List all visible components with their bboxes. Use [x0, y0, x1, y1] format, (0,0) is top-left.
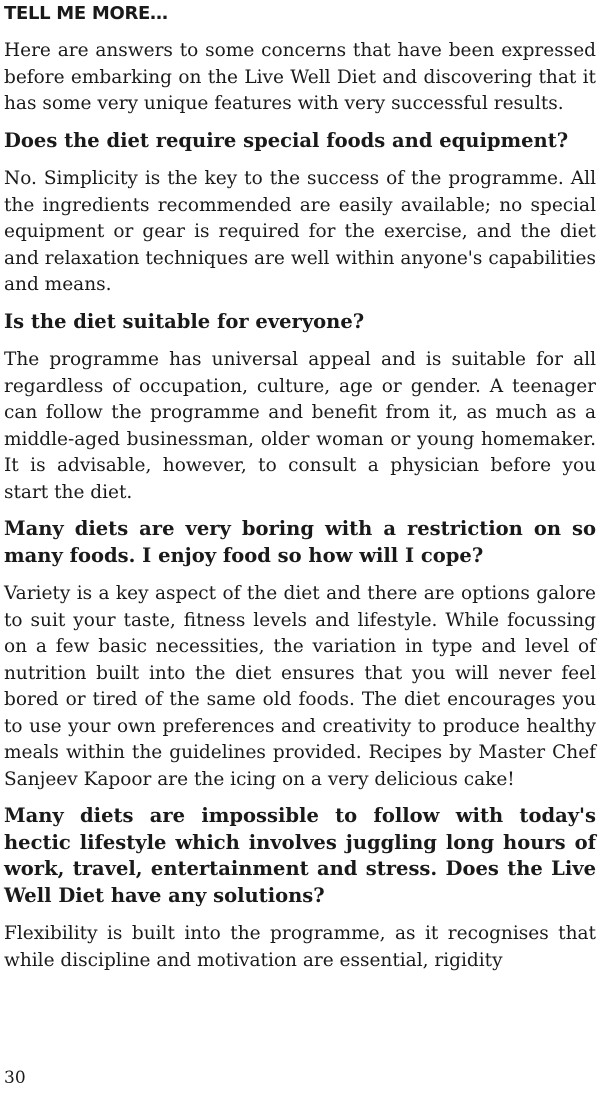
question-4: Many diets are impossible to follow with today's hectic lifestyle which involves juggling long hours of work, travel, entertainment and stress. Does the Live Well Diet have any solutions? [4, 804, 596, 907]
intro-paragraph: Here are answers to some concerns that have been expressed before embarking on the Live Well Diet and discovering that it has some very unique features with very successful results. [4, 40, 596, 114]
answer-4: Flexibility is built into the programme, as it recognises that while discipline and motivation are essential, rigidity [4, 923, 596, 971]
answer-1: No. Simplicity is the key to the success of the programme. All the ingredients recommended are easily available; no special equipment or gear is required for the exercise, and the diet and relaxation techniques are well within anyone's capabilities and means. [4, 168, 596, 295]
page-number: 30 [4, 1068, 26, 1088]
question-3: Many diets are very boring with a restriction on so many foods. I enjoy food so how will I cope? [4, 517, 596, 567]
answer-2: The programme has universal appeal and is suitable for all regardless of occupation, culture, age or gender. A teenager can follow the programme and benefit from it, as much as a middle-aged businessman, older woman or young homemaker. It is advisable, however, to consult a physician before you start the diet. [4, 349, 596, 503]
section-heading: TELL ME MORE… [4, 3, 168, 24]
answer-3: Variety is a key aspect of the diet and there are options galore to suit your taste, fitness levels and lifestyle. While focussing on a few basic necessities, the variation in type and level of nutrition built into the diet ensures that you will never feel bored or tired of the same old foods. The diet encourages you to use your own preferences and creativity to produce healthy meals within the guidelines provided. Recipes by Master Chef Sanjeev Kapoor are the icing on a very delicious cake! [4, 583, 596, 790]
question-1: Does the diet require special foods and equipment? [4, 128, 569, 152]
question-2: Is the diet suitable for everyone? [4, 309, 365, 333]
